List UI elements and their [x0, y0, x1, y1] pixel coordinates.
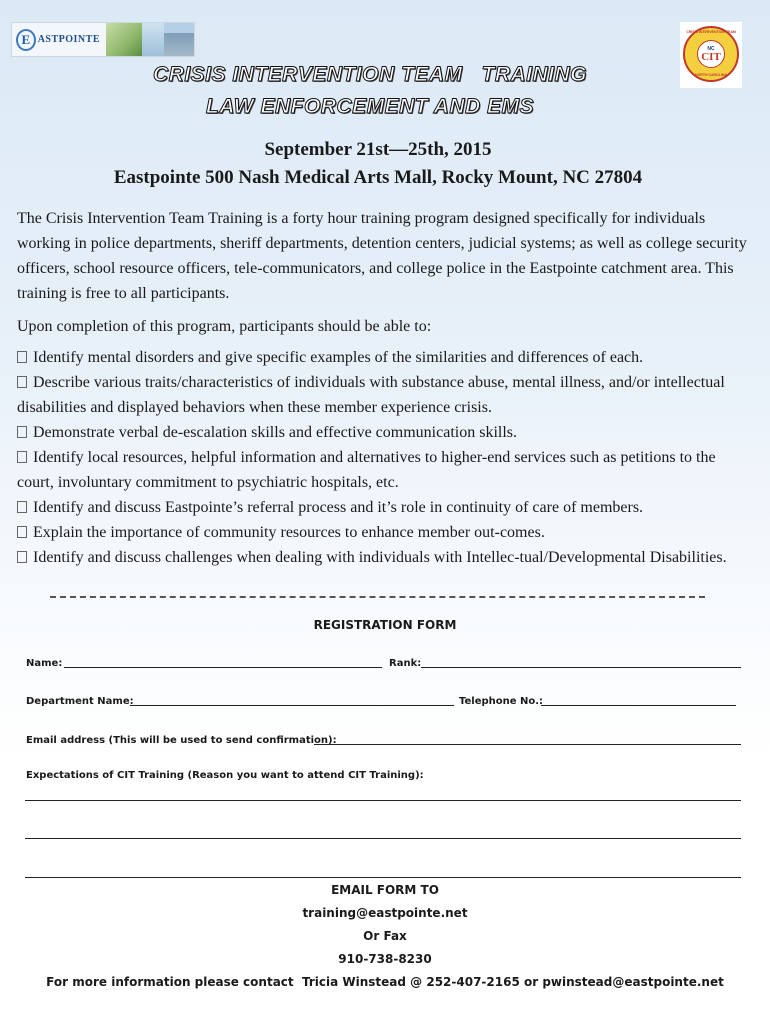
submission-email: training@eastpointe.net — [302, 906, 468, 920]
expectations-field-line[interactable] — [25, 838, 741, 839]
rank-field[interactable] — [421, 667, 741, 668]
telephone-field[interactable] — [541, 705, 736, 706]
objective-item: Identify local resources, helpful information and alternatives to higher-end services such as petitions to the court, involuntary commitment to psychiatric hospitals, etc. — [17, 449, 716, 491]
eastpointe-logo — [11, 22, 195, 57]
photo-building — [164, 23, 194, 56]
seal-ring-top-text: CRISIS INTERVENTION TEAM — [686, 30, 736, 34]
registration-form-title: REGISTRATION FORM — [313, 618, 457, 632]
name-field[interactable] — [64, 667, 382, 668]
intro-paragraph: The Crisis Intervention Team Training is a forty hour training program designed specifically for individuals working in police departments, sheriff departments, detention centers, judicial systems; as well as college security officers, school resource officers, tele-communicators, and college police in the Eastpointe catchment area. This training is free to all participants. — [17, 210, 747, 302]
photo-people — [106, 23, 142, 56]
page-title-line1: CRISIS INTERVENTION TEAM TRAINING — [152, 63, 587, 86]
checkbox-icon — [17, 526, 27, 538]
telephone-label: Telephone No.: — [459, 696, 544, 707]
objectives-lead: Upon completion of this program, participants should be able to: — [17, 318, 432, 335]
name-label: Name: — [26, 658, 63, 669]
header-photo-strip — [106, 23, 194, 56]
objective-item: Describe various traits/characteristics of individuals with substance abuse, mental illness, and/or intellectual disabilities and displayed behaviors when these member experience crisis. — [17, 374, 725, 416]
department-label: Department Name: — [26, 696, 134, 707]
objective-item: Demonstrate verbal de-escalation skills and effective communication skills. — [17, 420, 747, 445]
photo-person — [142, 23, 164, 56]
objectives-list — [17, 345, 747, 570]
checkbox-icon — [17, 551, 27, 563]
objective-item: Identify and discuss challenges when dealing with individuals with Intellec-tual/Developmental Disabilities. — [17, 545, 747, 570]
seal-state: NC — [707, 45, 715, 52]
checkbox-icon — [17, 426, 27, 438]
objective-item: Explain the importance of community resources to enhance member out-comes. — [17, 520, 747, 545]
checkbox-icon — [17, 501, 27, 513]
expectations-field-line[interactable] — [25, 800, 741, 801]
fax-number: 910-738-8230 — [338, 952, 432, 966]
cut-line-divider — [50, 596, 705, 598]
email-field[interactable] — [314, 744, 741, 745]
objective-item: Identify and discuss Eastpointe’s referral process and it’s role in continuity of care of members. — [17, 495, 747, 520]
eastpointe-emblem: E — [16, 29, 36, 51]
objective-item: Identify mental disorders and give specific examples of the similarities and differences of each. — [17, 345, 747, 370]
expectations-label: Expectations of CIT Training (Reason you want to attend CIT Training): — [26, 770, 424, 781]
email-label: Email address (This will be used to send confirmation): — [26, 735, 337, 746]
checkbox-icon — [17, 376, 27, 388]
contact-info: For more information please contact Tricia Winstead @ 252-407-2165 or pwinstead@eastpointe.net — [46, 975, 724, 989]
training-location: Eastpointe 500 Nash Medical Arts Mall, Rocky Mount, NC 27804 — [113, 167, 643, 188]
email-form-heading: EMAIL FORM TO — [331, 883, 439, 897]
or-fax-text: Or Fax — [363, 929, 407, 943]
seal-acronym: CIT — [701, 50, 721, 63]
rank-label: Rank: — [389, 658, 422, 669]
training-dates: September 21st—25th, 2015 — [264, 139, 492, 160]
checkbox-icon — [17, 351, 27, 363]
page-title-line2: LAW ENFORCEMENT AND EMS — [205, 95, 535, 118]
seal-ring-bottom-text: NORTH CAROLINA — [695, 73, 727, 77]
department-field[interactable] — [130, 705, 454, 706]
expectations-field-line[interactable] — [25, 877, 741, 878]
eastpointe-wordmark: ASTPOINTE — [37, 34, 100, 45]
checkbox-icon — [17, 451, 27, 463]
